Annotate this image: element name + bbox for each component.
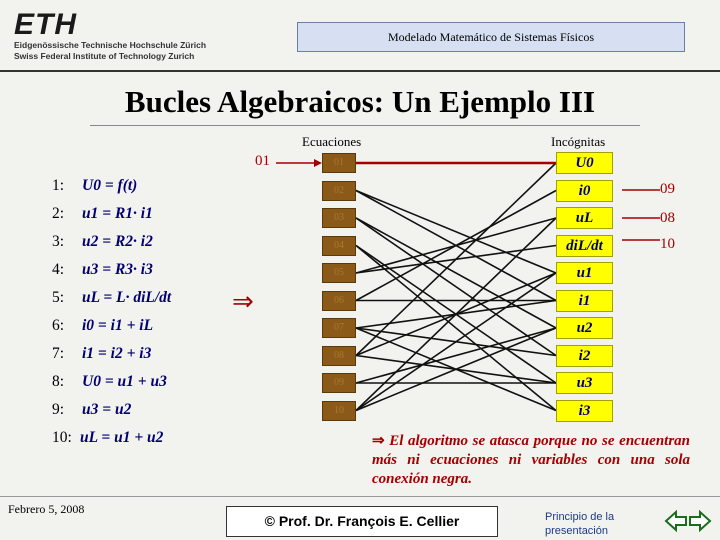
footer-author: © Prof. Dr. François E. Cellier xyxy=(226,506,498,537)
black-connection xyxy=(356,163,556,356)
unknown-box: i0 xyxy=(556,180,613,202)
start-link[interactable]: Principio de la presentación xyxy=(545,511,615,537)
equation-text: i1 = i2 + i3 xyxy=(82,345,152,362)
equation-text: u1 = R1· i1 xyxy=(82,205,153,222)
implies-arrow-icon: ⇒ xyxy=(232,287,254,316)
first-equation-marker: 01 xyxy=(255,153,270,169)
equation-text: i0 = i1 + iL xyxy=(82,317,154,334)
equation-row xyxy=(52,172,171,200)
black-connection xyxy=(356,328,556,383)
black-connection xyxy=(356,218,556,328)
course-title: Modelado Matemático de Sistemas Físicos xyxy=(388,29,594,44)
black-connection xyxy=(356,218,556,411)
equation-row xyxy=(52,368,171,396)
equation-row xyxy=(52,340,171,368)
equation-number: 5: xyxy=(52,289,65,306)
equation-text: uL = u1 + u2 xyxy=(80,429,164,446)
equation-text: u3 = u2 xyxy=(82,401,132,418)
navigation-arrows[interactable] xyxy=(664,507,712,535)
unknown-box: i3 xyxy=(556,400,613,422)
equation-node: 08 xyxy=(322,346,356,366)
assignment-number-i0: 09 xyxy=(660,181,675,197)
conclusion-sentence: El algoritmo se atasca porque no se encuentran más ni ecuaciones ni variables con una sola conexión negra. xyxy=(372,433,691,487)
unknown-box: i1 xyxy=(556,290,613,312)
next-arrow-icon[interactable] xyxy=(690,512,710,530)
title-underline xyxy=(90,125,640,126)
marker-arrow-head xyxy=(314,159,322,167)
assignment-number-diLdt: 10 xyxy=(660,236,675,252)
equation-row xyxy=(52,228,171,256)
equation-node: 03 xyxy=(322,208,356,228)
conclusion-text xyxy=(372,432,690,489)
unknowns-label: Incógnitas xyxy=(551,134,606,149)
footer-divider xyxy=(0,496,720,497)
equation-node: 01 xyxy=(322,153,356,173)
prev-arrow-icon[interactable] xyxy=(666,512,686,530)
equation-row xyxy=(52,424,171,452)
equation-node: 09 xyxy=(322,373,356,393)
equation-text: U0 = f(t) xyxy=(82,177,138,194)
logo-mark: ETH xyxy=(14,8,77,41)
unknown-box: diL/dt xyxy=(556,235,613,257)
equation-list xyxy=(52,172,171,452)
equation-number: 9: xyxy=(52,401,65,418)
equation-text: uL = L· diL/dt xyxy=(82,289,172,306)
course-header xyxy=(297,22,685,52)
equation-text: U0 = u1 + u3 xyxy=(82,373,167,390)
equation-text: u2 = R2· i2 xyxy=(82,233,153,250)
equation-number: 8: xyxy=(52,373,65,390)
slide-title: Bucles Algebraicos: Un Ejemplo III xyxy=(124,84,596,119)
equation-number: 4: xyxy=(52,261,65,278)
unknown-box: i2 xyxy=(556,345,613,367)
equation-node: 10 xyxy=(322,401,356,421)
footer-date: Febrero 5, 2008 xyxy=(8,502,85,516)
equation-row xyxy=(52,256,171,284)
unknown-box: u2 xyxy=(556,317,613,339)
equation-row xyxy=(52,200,171,228)
unknown-box: U0 xyxy=(556,152,613,174)
header-divider xyxy=(0,70,720,72)
equation-node: 02 xyxy=(322,181,356,201)
equation-number: 10: xyxy=(52,429,72,446)
equation-number: 1: xyxy=(52,177,65,194)
assignment-number-uL: 08 xyxy=(660,210,675,226)
logo-line-1: Eidgenössische Technische Hochschule Zürich xyxy=(14,40,207,50)
equation-number: 2: xyxy=(52,205,65,222)
black-connection xyxy=(356,246,556,411)
eth-logo xyxy=(14,10,244,68)
black-connection xyxy=(356,218,556,356)
equation-number: 3: xyxy=(52,233,65,250)
equation-number: 7: xyxy=(52,345,65,362)
equation-number: 6: xyxy=(52,317,65,334)
equation-text: u3 = R3· i3 xyxy=(82,261,153,278)
black-connection xyxy=(356,273,556,411)
unknown-box: u1 xyxy=(556,262,613,284)
equation-row xyxy=(52,312,171,340)
equations-label: Ecuaciones xyxy=(302,134,362,149)
equation-row xyxy=(52,396,171,424)
equation-node: 06 xyxy=(322,291,356,311)
logo-line-2: Swiss Federal Institute of Technology Zurich xyxy=(14,51,195,61)
equation-node: 05 xyxy=(322,263,356,283)
equation-row xyxy=(52,284,171,312)
unknown-box: u3 xyxy=(556,372,613,394)
black-connection xyxy=(356,191,556,274)
implies-icon: ⇒ xyxy=(372,433,385,449)
unknown-box: uL xyxy=(556,207,613,229)
equation-node: 04 xyxy=(322,236,356,256)
equation-node: 07 xyxy=(322,318,356,338)
